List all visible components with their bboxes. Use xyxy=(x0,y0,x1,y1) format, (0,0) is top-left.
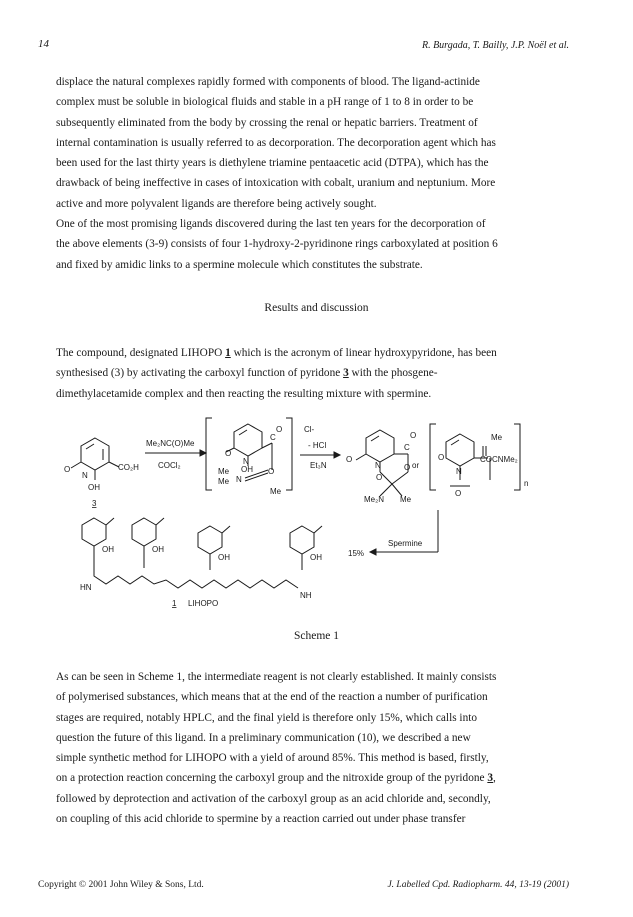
text-line: and fixed by amidic links to a spermine molecule which constitutes the substrate. xyxy=(56,258,423,271)
atom-label: O xyxy=(410,431,417,440)
text-line: displace the natural complexes rapidly formed with components of blood. The ligand-actinide xyxy=(56,76,480,88)
compound-ref: 3 xyxy=(343,367,349,380)
co2h-label: CO₂H xyxy=(118,463,139,472)
text-line: The compound, designated LIHOPO 1 which is the acronym of linear hydroxypyridone, has been xyxy=(56,347,497,359)
text-line: dimethylacetamide complex and then reacting the resulting mixture with spermine. xyxy=(56,387,432,400)
pyridone-ring xyxy=(234,424,262,456)
me2n-label: Me₂N xyxy=(364,495,384,504)
oh-label: OH xyxy=(152,545,164,554)
oh-label: OH xyxy=(241,465,253,474)
me-label: Me xyxy=(218,477,230,486)
pyridone-ring xyxy=(82,518,106,546)
reagent-label: Me₂NC(O)Me xyxy=(146,439,195,448)
pyridone-ring xyxy=(446,434,474,466)
chloride-label: Cl- xyxy=(304,425,315,434)
subscript-n: n xyxy=(524,479,529,488)
text-line: One of the most promising ligands discovered during the last ten years for the decorporation of xyxy=(56,218,486,231)
lihopo-label: LIHOPO xyxy=(188,599,219,608)
hn-label: HN xyxy=(80,583,92,592)
text-line: followed by deprotection and activation of the carboxyl group as an acid chloride and, secondly, xyxy=(56,792,491,805)
reagent-label: Et₃N xyxy=(310,461,327,470)
pyridone-ring xyxy=(198,526,222,554)
atom-label: O xyxy=(404,463,411,472)
section-heading: Results and discussion xyxy=(264,302,369,314)
text-line: internal contamination is usually referred to as decorporation. The decorporation agent which has xyxy=(56,136,496,149)
atom-label: C xyxy=(404,443,410,452)
pyridone-ring xyxy=(132,518,156,546)
oh-label: OH xyxy=(88,483,100,492)
cocnme2-label: COCNMe₂ xyxy=(480,455,518,464)
atom-label: O xyxy=(64,465,71,474)
atom-label: C xyxy=(270,433,276,442)
reagent-label: - HCl xyxy=(308,441,327,450)
atom-label: N xyxy=(236,475,242,484)
atom-label: N xyxy=(82,471,88,480)
running-head: R. Burgada, T. Bailly, J.P. Noël et al. xyxy=(421,40,569,51)
me-label: Me xyxy=(270,487,282,496)
text-line: on coupling of this acid chloride to spermine by a reaction carried out under phase transfer xyxy=(56,813,466,826)
atom-label: O xyxy=(455,489,462,498)
atom-label: N xyxy=(243,457,249,466)
text-line: complex must be soluble in biological fluids and stable in a pH range of 1 to 8 in order to be xyxy=(56,96,474,109)
text-line: been used for the last thirty years is diethylene triamine pentaacetic acid (DTPA), which has the xyxy=(56,157,489,170)
paragraph-intro xyxy=(56,72,574,275)
atom-label: O xyxy=(225,449,232,458)
oh-label: OH xyxy=(102,545,114,554)
atom-label: O xyxy=(268,467,275,476)
scheme-caption: Scheme 1 xyxy=(293,630,340,642)
me-label: Me xyxy=(400,495,412,504)
compound-number: 3 xyxy=(92,499,97,508)
pyridone-ring xyxy=(81,438,109,470)
text-line: subsequently eliminated from the body by crossing the renal or hepatic barriers. Treatment of xyxy=(56,116,478,129)
page-number: 14 xyxy=(38,38,49,50)
text-line: synthesised (3) by activating the carboxyl function of pyridone 3 with the phosgene- xyxy=(56,367,438,380)
atom-label: N xyxy=(456,467,462,476)
text-line: question the future of this ligand. In a preliminary communication (10), we described a new xyxy=(56,731,471,744)
oh-label: OH xyxy=(218,553,230,562)
footer-copyright: Copyright © 2001 John Wiley & Sons, Ltd. xyxy=(38,880,204,890)
text-line: stages are required, notably HPLC, and the final yield is therefore only 15%, which calls into xyxy=(56,711,478,724)
text-line: active and more polyvalent ligands are therefore being actively sought. xyxy=(56,197,377,210)
atom-label: O xyxy=(346,455,353,464)
compound-ref: 1 xyxy=(225,347,231,359)
me-label: Me xyxy=(491,433,503,442)
footer-journal: J. Labelled Cpd. Radiopharm. 44, 13-19 (2001) xyxy=(387,880,569,890)
compound-ref: 3 xyxy=(487,772,493,785)
text-line: drawback of being ineffective in cases of intoxication with cobalt, uranium and neptunium. More xyxy=(56,177,496,190)
text-line: simple synthetic method for LIHOPO with a yield of around 85%. This method is based, firstly, xyxy=(56,752,489,765)
pyridone-ring xyxy=(290,526,314,554)
or-label: or xyxy=(412,461,420,470)
paragraph-discussion xyxy=(56,667,574,829)
reaction-scheme xyxy=(0,410,633,625)
pyridone-ring xyxy=(366,430,394,462)
atom-label: O xyxy=(438,453,445,462)
paragraph-synthesis xyxy=(56,343,574,404)
text-line: on a protection reaction concerning the carboxyl group and the nitroxide group of the pyridone 3, xyxy=(56,772,496,785)
yield-label: 15% xyxy=(348,549,365,558)
text-line: As can be seen in Scheme 1, the intermediate reagent is not clearly established. It mainly consists xyxy=(56,671,497,683)
spermine-chain xyxy=(94,568,298,588)
reagent-label: COCl₂ xyxy=(158,461,181,470)
text-line: the above elements (3-9) consists of four 1-hydroxy-2-pyridinone rings carboxylated at position 6 xyxy=(56,238,498,251)
text-line: of polymerised substances, which means that at the end of the reaction a number of purification xyxy=(56,691,488,704)
oh-label: OH xyxy=(310,553,322,562)
me-label: Me xyxy=(218,467,230,476)
nh-label: NH xyxy=(300,591,312,600)
atom-label: O xyxy=(276,425,283,434)
spermine-label: Spermine xyxy=(388,539,423,548)
atom-label: O xyxy=(376,473,383,482)
atom-label: N xyxy=(375,461,381,470)
compound-number: 1 xyxy=(172,599,177,608)
